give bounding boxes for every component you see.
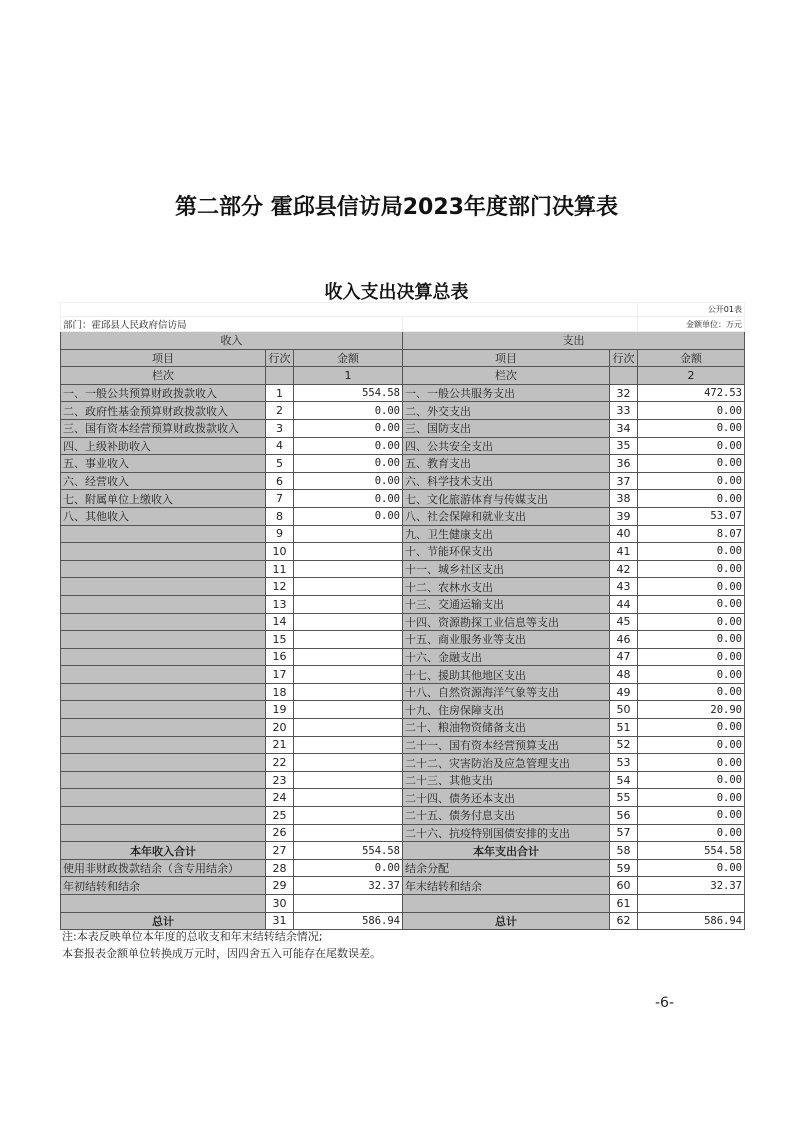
- income-item: 本年收入合计: [61, 842, 266, 860]
- income-item: [61, 595, 266, 613]
- income-row-no: 27: [266, 842, 294, 860]
- expense-item: 十五、商业服务业等支出: [403, 631, 610, 649]
- income-header: 收入: [61, 332, 403, 350]
- department: 部门：霍邱县人民政府信访局: [61, 317, 403, 332]
- amount-header: 金额: [638, 349, 745, 367]
- income-item: 年初结转和结余: [61, 877, 266, 895]
- income-row-no: 24: [266, 789, 294, 807]
- table-row: [61, 719, 745, 737]
- income-amount: 0.00: [294, 419, 403, 437]
- income-amount: [294, 683, 403, 701]
- income-item: 二、政府性基金预算财政拨款收入: [61, 402, 266, 420]
- item-header: 项目: [61, 349, 266, 367]
- table-row: [61, 384, 745, 402]
- budget-table: [60, 302, 745, 930]
- income-item: [61, 578, 266, 596]
- column-label: 栏次: [61, 367, 266, 385]
- expense-item: 一、一般公共服务支出: [403, 384, 610, 402]
- expense-row-no: 57: [610, 824, 638, 842]
- income-amount: [294, 719, 403, 737]
- table-row: [61, 631, 745, 649]
- table-row: [61, 895, 745, 913]
- income-row-no: 1: [266, 384, 294, 402]
- expense-amount: 0.00: [638, 683, 745, 701]
- income-row-no: 29: [266, 877, 294, 895]
- income-item: 总计: [61, 912, 266, 930]
- expense-row-no: 45: [610, 613, 638, 631]
- income-item: [61, 736, 266, 754]
- column-2: 2: [638, 367, 745, 385]
- income-row-no: 19: [266, 701, 294, 719]
- income-row-no: 2: [266, 402, 294, 420]
- income-row-no: 26: [266, 824, 294, 842]
- income-item: [61, 683, 266, 701]
- table-row: [61, 666, 745, 684]
- expense-row-no: 44: [610, 595, 638, 613]
- expense-row-no: 61: [610, 895, 638, 913]
- expense-amount: 0.00: [638, 824, 745, 842]
- note-1: 注:本表反映单位本年度的总收支和年末结转结余情况;: [62, 930, 323, 943]
- income-amount: [294, 560, 403, 578]
- income-item: 七、附属单位上缴收入: [61, 490, 266, 508]
- income-amount: 554.58: [294, 842, 403, 860]
- income-amount: 586.94: [294, 912, 403, 930]
- table-row: [61, 525, 745, 543]
- expense-amount: 554.58: [638, 842, 745, 860]
- expense-item: 总计: [403, 912, 610, 930]
- table-row: [61, 771, 745, 789]
- expense-amount: 0.00: [638, 719, 745, 737]
- expense-amount: 0.00: [638, 736, 745, 754]
- expense-item: 三、国防支出: [403, 419, 610, 437]
- column-1: 1: [294, 367, 403, 385]
- income-row-no: 8: [266, 507, 294, 525]
- expense-row-no: 34: [610, 419, 638, 437]
- income-amount: [294, 807, 403, 825]
- note-2: 本套报表金额单位转换成万元时，因四舍五入可能存在尾数误差。: [62, 947, 381, 960]
- expense-amount: 0.00: [638, 560, 745, 578]
- income-row-no: 23: [266, 771, 294, 789]
- table-row: [61, 595, 745, 613]
- expense-row-no: 42: [610, 560, 638, 578]
- expense-item: 十六、金融支出: [403, 648, 610, 666]
- income-row-no: 30: [266, 895, 294, 913]
- expense-item: 结余分配: [403, 859, 610, 877]
- table-row: [61, 754, 745, 772]
- page-title: 第二部分 霍邱县信访局2023年度部门决算表: [175, 195, 618, 220]
- table-row: [61, 648, 745, 666]
- expense-row-no: 54: [610, 771, 638, 789]
- expense-amount: 0.00: [638, 859, 745, 877]
- income-amount: 0.00: [294, 402, 403, 420]
- expense-header: 支出: [403, 332, 745, 350]
- page-number: -6-: [655, 995, 675, 1011]
- expense-item: 年末结转和结余: [403, 877, 610, 895]
- expense-amount: 53.07: [638, 507, 745, 525]
- income-row-no: 28: [266, 859, 294, 877]
- expense-amount: 0.00: [638, 402, 745, 420]
- expense-row-no: 51: [610, 719, 638, 737]
- income-row-no: 18: [266, 683, 294, 701]
- table-row: [61, 490, 745, 508]
- expense-amount: 472.53: [638, 384, 745, 402]
- income-amount: 0.00: [294, 472, 403, 490]
- expense-amount: 586.94: [638, 912, 745, 930]
- expense-item: 十八、自然资源海洋气象等支出: [403, 683, 610, 701]
- table-title: 收入支出决算总表: [324, 282, 469, 303]
- expense-amount: 0.00: [638, 490, 745, 508]
- income-item: [61, 701, 266, 719]
- table-row: [61, 578, 745, 596]
- income-item: 一、一般公共预算财政拨款收入: [61, 384, 266, 402]
- table-row: [61, 842, 745, 860]
- income-amount: 0.00: [294, 455, 403, 473]
- income-amount: [294, 771, 403, 789]
- income-row-no: 10: [266, 543, 294, 561]
- expense-item: 二十一、国有资本经营预算支出: [403, 736, 610, 754]
- expense-amount: 0.00: [638, 437, 745, 455]
- expense-item: 六、科学技术支出: [403, 472, 610, 490]
- expense-row-no: 46: [610, 631, 638, 649]
- expense-row-no: 38: [610, 490, 638, 508]
- table-row: [61, 455, 745, 473]
- expense-item: 七、文化旅游体育与传媒支出: [403, 490, 610, 508]
- income-item: 使用非财政拨款结余（含专用结余）: [61, 859, 266, 877]
- row-no-header: 行次: [610, 349, 638, 367]
- income-item: 五、事业收入: [61, 455, 266, 473]
- table-row: [61, 789, 745, 807]
- income-row-no: 9: [266, 525, 294, 543]
- form-code: 公开01表: [638, 303, 745, 317]
- expense-item: 十、节能环保支出: [403, 543, 610, 561]
- expense-row-no: 60: [610, 877, 638, 895]
- income-item: [61, 771, 266, 789]
- income-amount: [294, 895, 403, 913]
- income-amount: [294, 754, 403, 772]
- expense-item: [403, 895, 610, 913]
- table-row: [61, 807, 745, 825]
- expense-amount: 0.00: [638, 648, 745, 666]
- income-amount: [294, 701, 403, 719]
- expense-item: 二十二、灾害防治及应急管理支出: [403, 754, 610, 772]
- expense-row-no: 40: [610, 525, 638, 543]
- expense-row-no: 35: [610, 437, 638, 455]
- expense-amount: 0.00: [638, 789, 745, 807]
- expense-row-no: 43: [610, 578, 638, 596]
- table-row: [61, 824, 745, 842]
- expense-row-no: 32: [610, 384, 638, 402]
- expense-item: 五、教育支出: [403, 455, 610, 473]
- expense-item: 十一、城乡社区支出: [403, 560, 610, 578]
- expense-row-no: 55: [610, 789, 638, 807]
- expense-amount: 8.07: [638, 525, 745, 543]
- income-item: [61, 543, 266, 561]
- expense-item: 二、外交支出: [403, 402, 610, 420]
- expense-item: 二十六、抗疫特别国债安排的支出: [403, 824, 610, 842]
- income-amount: [294, 631, 403, 649]
- expense-item: 二十、粮油物资储备支出: [403, 719, 610, 737]
- row-no-header: 行次: [266, 349, 294, 367]
- expense-item: 八、社会保障和就业支出: [403, 507, 610, 525]
- expense-row-no: 39: [610, 507, 638, 525]
- income-row-no: 16: [266, 648, 294, 666]
- expense-item: 十九、住房保障支出: [403, 701, 610, 719]
- expense-row-no: 49: [610, 683, 638, 701]
- income-amount: [294, 736, 403, 754]
- table-row: [61, 736, 745, 754]
- income-amount: 0.00: [294, 490, 403, 508]
- income-item: [61, 666, 266, 684]
- income-item: [61, 719, 266, 737]
- income-row-no: 31: [266, 912, 294, 930]
- expense-row-no: 47: [610, 648, 638, 666]
- income-amount: 0.00: [294, 859, 403, 877]
- expense-item: 十二、农林水支出: [403, 578, 610, 596]
- income-amount: [294, 648, 403, 666]
- expense-amount: 0.00: [638, 666, 745, 684]
- income-row-no: 3: [266, 419, 294, 437]
- expense-amount: 0.00: [638, 472, 745, 490]
- expense-row-no: 41: [610, 543, 638, 561]
- income-item: [61, 824, 266, 842]
- expense-row-no: 56: [610, 807, 638, 825]
- expense-amount: 0.00: [638, 543, 745, 561]
- income-item: [61, 807, 266, 825]
- column-label: 栏次: [403, 367, 610, 385]
- income-row-no: 7: [266, 490, 294, 508]
- income-row-no: 17: [266, 666, 294, 684]
- expense-row-no: 58: [610, 842, 638, 860]
- income-amount: [294, 595, 403, 613]
- expense-amount: 0.00: [638, 631, 745, 649]
- expense-amount: 0.00: [638, 419, 745, 437]
- income-item: 八、其他收入: [61, 507, 266, 525]
- income-amount: [294, 525, 403, 543]
- expense-row-no: 59: [610, 859, 638, 877]
- table-row: [61, 437, 745, 455]
- expense-row-no: 52: [610, 736, 638, 754]
- table-row: [61, 543, 745, 561]
- income-row-no: 12: [266, 578, 294, 596]
- income-amount: [294, 578, 403, 596]
- expense-row-no: 62: [610, 912, 638, 930]
- income-item: 三、国有资本经营预算财政拨款收入: [61, 419, 266, 437]
- income-item: 六、经营收入: [61, 472, 266, 490]
- income-row-no: 21: [266, 736, 294, 754]
- table-row: [61, 472, 745, 490]
- income-amount: [294, 613, 403, 631]
- income-row-no: 6: [266, 472, 294, 490]
- expense-row-no: 37: [610, 472, 638, 490]
- expense-item: 二十五、债务付息支出: [403, 807, 610, 825]
- income-item: 四、上级补助收入: [61, 437, 266, 455]
- table-row: [61, 613, 745, 631]
- table-row: [61, 701, 745, 719]
- expense-amount: 0.00: [638, 754, 745, 772]
- expense-row-no: 36: [610, 455, 638, 473]
- income-item: [61, 895, 266, 913]
- expense-item: 九、卫生健康支出: [403, 525, 610, 543]
- income-row-no: 22: [266, 754, 294, 772]
- income-item: [61, 754, 266, 772]
- income-amount: [294, 789, 403, 807]
- expense-amount: 20.90: [638, 701, 745, 719]
- table-row: [61, 507, 745, 525]
- table-row: [61, 560, 745, 578]
- expense-item: 十三、交通运输支出: [403, 595, 610, 613]
- income-row-no: 13: [266, 595, 294, 613]
- table-row: [61, 877, 745, 895]
- expense-item: 十四、资源勘探工业信息等支出: [403, 613, 610, 631]
- income-row-no: 25: [266, 807, 294, 825]
- income-amount: 32.37: [294, 877, 403, 895]
- expense-item: 四、公共安全支出: [403, 437, 610, 455]
- expense-amount: 0.00: [638, 771, 745, 789]
- income-amount: [294, 824, 403, 842]
- expense-item: 二十三、其他支出: [403, 771, 610, 789]
- expense-amount: 0.00: [638, 613, 745, 631]
- income-amount: 554.58: [294, 384, 403, 402]
- table-row: [61, 859, 745, 877]
- item-header: 项目: [403, 349, 610, 367]
- income-item: [61, 789, 266, 807]
- income-amount: [294, 543, 403, 561]
- income-item: [61, 613, 266, 631]
- amount-header: 金额: [294, 349, 403, 367]
- income-amount: 0.00: [294, 507, 403, 525]
- income-row-no: 5: [266, 455, 294, 473]
- income-item: [61, 631, 266, 649]
- income-item: [61, 560, 266, 578]
- expense-amount: 0.00: [638, 595, 745, 613]
- expense-amount: [638, 895, 745, 913]
- expense-row-no: 48: [610, 666, 638, 684]
- table-row: [61, 419, 745, 437]
- expense-item: 二十四、债务还本支出: [403, 789, 610, 807]
- expense-amount: 0.00: [638, 578, 745, 596]
- unit-label: 金额单位：万元: [638, 317, 745, 332]
- income-item: [61, 525, 266, 543]
- income-row-no: 15: [266, 631, 294, 649]
- income-row-no: 14: [266, 613, 294, 631]
- expense-item: 本年支出合计: [403, 842, 610, 860]
- expense-item: 十七、援助其他地区支出: [403, 666, 610, 684]
- expense-amount: 0.00: [638, 455, 745, 473]
- expense-amount: 32.37: [638, 877, 745, 895]
- income-row-no: 4: [266, 437, 294, 455]
- income-amount: [294, 666, 403, 684]
- expense-row-no: 50: [610, 701, 638, 719]
- income-row-no: 11: [266, 560, 294, 578]
- expense-row-no: 53: [610, 754, 638, 772]
- expense-amount: 0.00: [638, 807, 745, 825]
- table-row: [61, 402, 745, 420]
- income-item: [61, 648, 266, 666]
- income-row-no: 20: [266, 719, 294, 737]
- income-amount: 0.00: [294, 437, 403, 455]
- table-row: [61, 683, 745, 701]
- expense-row-no: 33: [610, 402, 638, 420]
